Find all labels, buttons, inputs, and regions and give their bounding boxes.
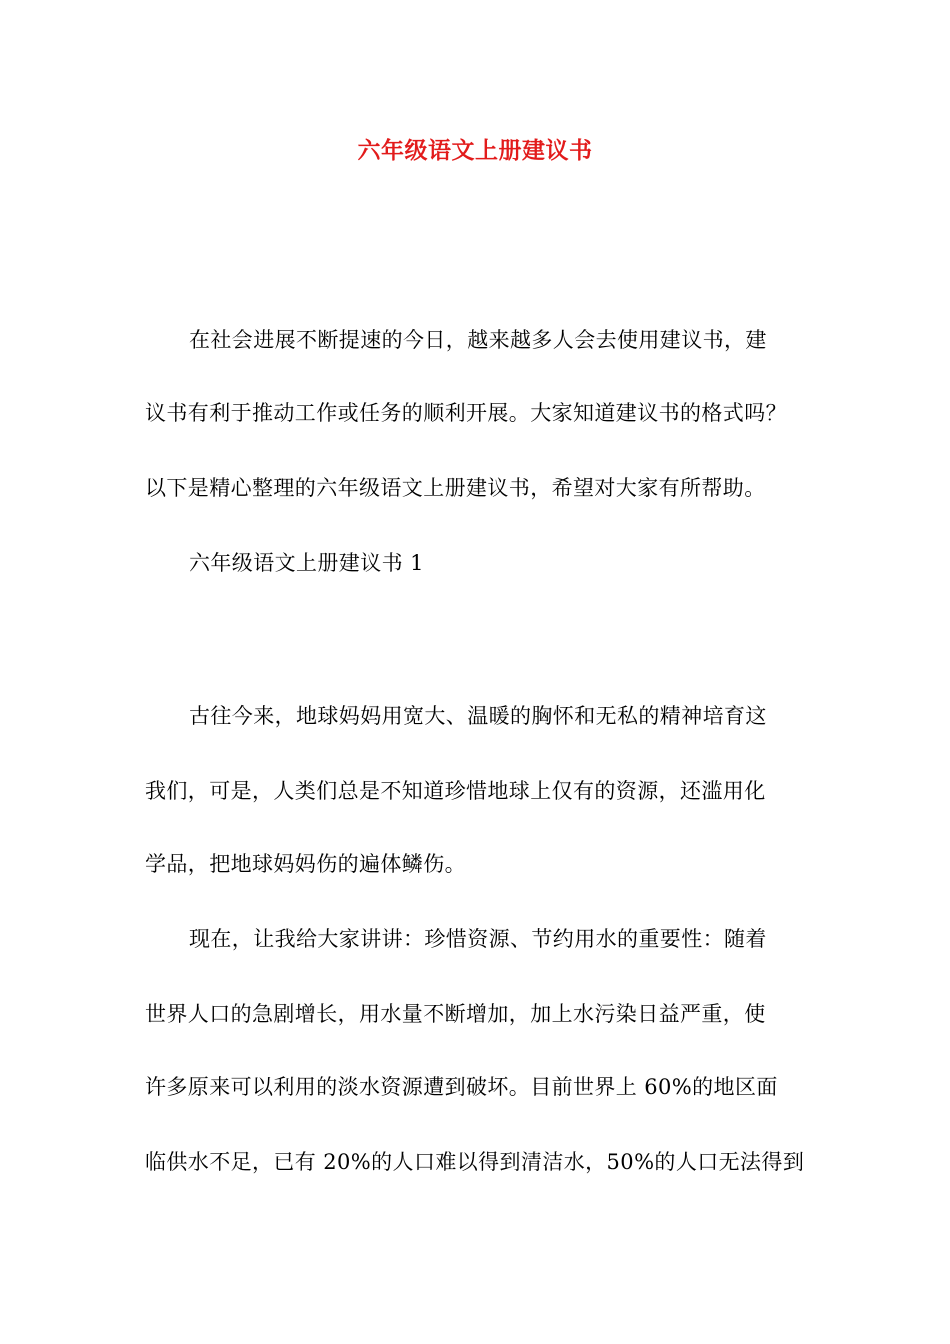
section-heading: 六年级语文上册建议书 1 [189, 551, 424, 575]
paragraph-line: 许多原来可以利用的淡水资源遭到破坏。目前世界上 60%的地区面 [145, 1075, 778, 1099]
paragraph-line: 现在，让我给大家讲讲：珍惜资源、节约用水的重要性：随着 [189, 927, 767, 951]
paragraph-line: 古往今来，地球妈妈用宽大、温暖的胸怀和无私的精神培育这 [189, 704, 767, 728]
paragraph-line: 议书有利于推动工作或任务的顺利开展。大家知道建议书的格式吗？ [145, 401, 787, 425]
document-title: 六年级语文上册建议书 [357, 137, 593, 164]
paragraph-line: 世界人口的急剧增长，用水量不断增加，加上水污染日益严重，使 [145, 1002, 766, 1026]
paragraph-line: 我们，可是，人类们总是不知道珍惜地球上仅有的资源，还滥用化 [145, 779, 766, 803]
paragraph-line: 以下是精心整理的六年级语文上册建议书，希望对大家有所帮助。 [145, 476, 766, 500]
paragraph-line: 学品，把地球妈妈伤的遍体鳞伤。 [145, 852, 466, 876]
paragraph-line: 在社会进展不断提速的今日，越来越多人会去使用建议书，建 [189, 328, 767, 352]
paragraph-line: 临供水不足，已有 20%的人口难以得到清洁水，50%的人口无法得到 [145, 1150, 805, 1174]
